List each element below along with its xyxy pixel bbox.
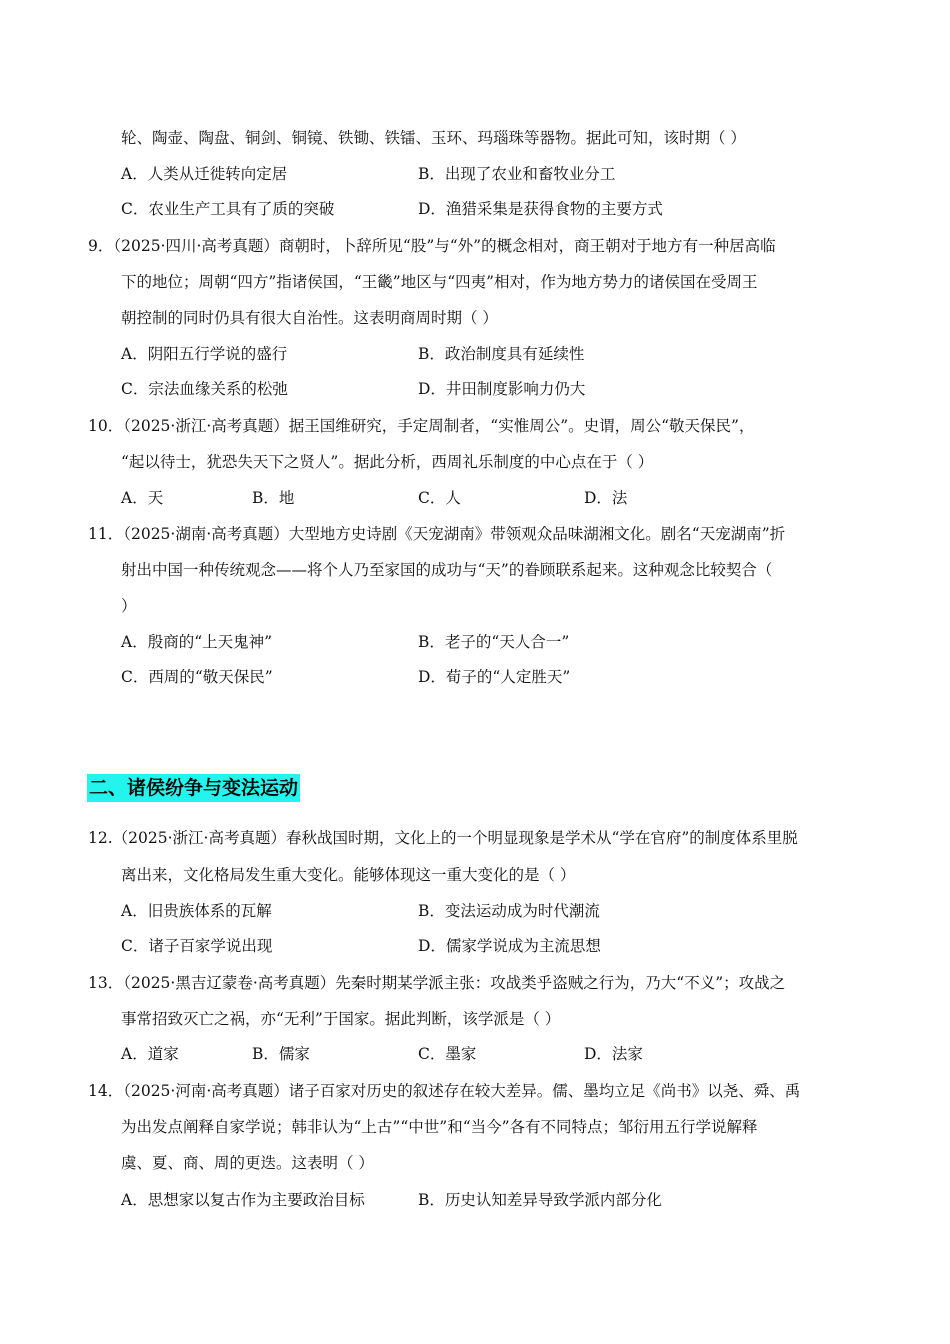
q8-option-c[interactable]: C．农业生产工具有了质的突破: [121, 200, 335, 218]
q9-option-c[interactable]: C．宗法血缘关系的松弛: [121, 380, 288, 398]
q10-option-b[interactable]: B．地: [252, 489, 295, 507]
q12-option-d[interactable]: D．儒家学说成为主流思想: [418, 937, 601, 955]
q10-option-c[interactable]: C．人: [418, 489, 461, 507]
q11-option-b[interactable]: B．老子的“天人合一”: [418, 633, 570, 651]
q8-option-b[interactable]: B．出现了农业和畜牧业分工: [418, 165, 616, 183]
q14-stem-line-1: 14．（2025·河南·高考真题）诸子百家对历史的叙述存在较大差异。儒、墨均立足《尚书》以尧、舜、禹: [88, 1082, 801, 1100]
q14-stem-line-2: 为出发点阐释自家学说；韩非认为“上古”“中世”和“当今”各有不同特点；邹衍用五行学说解释: [121, 1118, 758, 1136]
q8-stem-line: 轮、陶壶、陶盘、铜剑、铜镜、铁锄、铁镭、玉环、玛瑙珠等器物。据此可知，该时期（ ）: [121, 129, 746, 147]
q14-option-a[interactable]: A．思想家以复古作为主要政治目标: [121, 1191, 365, 1209]
q13-option-c[interactable]: C．墨家: [418, 1045, 477, 1063]
q12-option-b[interactable]: B．变法运动成为时代潮流: [418, 902, 600, 920]
q10-stem-line-1: 10．（2025·浙江·高考真题）据王国维研究，手定周制者，“实惟周公”。史谓，周公“敬天保民”，: [88, 417, 755, 435]
q13-option-b[interactable]: B．儒家: [252, 1045, 310, 1063]
q11-stem-line-1: 11．（2025·湖南·高考真题）大型地方史诗剧《天宠湖南》带领观众品味湖湘文化。剧名“天宠湖南”折: [88, 525, 786, 543]
q10-option-a[interactable]: A．天: [121, 489, 164, 507]
q9-option-d[interactable]: D．井田制度影响力仍大: [418, 380, 586, 398]
q9-stem-line-3: 朝控制的同时仍具有很大自治性。这表明商周时期（ ）: [121, 309, 498, 327]
q13-option-a[interactable]: A．道家: [121, 1045, 179, 1063]
q9-option-a[interactable]: A．阴阳五行学说的盛行: [121, 345, 288, 363]
q13-option-d[interactable]: D．法家: [584, 1045, 643, 1063]
section-heading: 二、诸侯纷争与变法运动: [87, 774, 300, 802]
q9-stem-line-1: 9．（2025·四川·高考真题）商朝时，卜辞所见“股”与“外”的概念相对，商王朝对于地方有一种居高临: [88, 237, 776, 255]
q12-option-c[interactable]: C．诸子百家学说出现: [121, 937, 273, 955]
q14-option-b[interactable]: B．历史认知差异导致学派内部分化: [418, 1191, 662, 1209]
q10-option-d[interactable]: D．法: [584, 489, 628, 507]
q13-stem-line-2: 事常招致灭亡之祸，亦“无利”于国家。据此判断，该学派是（ ）: [121, 1010, 561, 1028]
q9-stem-line-2: 下的地位；周朝“四方”指诸侯国，“王畿”地区与“四夷”相对，作为地方势力的诸侯国在受周王: [121, 273, 758, 291]
q8-option-a[interactable]: A．人类从迁徙转向定居: [121, 165, 288, 183]
q12-stem-line-1: 12.（2025·浙江·高考真题）春秋战国时期，文化上的一个明显现象是学术从“学在官府”的制度体系里脱: [88, 829, 798, 847]
q10-stem-line-2: “起以待士，犹恐失天下之贤人”。据此分析，西周礼乐制度的中心点在于（ ）: [121, 453, 654, 471]
q11-stem-line-3: ）: [121, 597, 137, 615]
q14-stem-line-3: 虞、夏、商、周的更迭。这表明（ ）: [121, 1154, 374, 1172]
q13-stem-line-1: 13．（2025·黑吉辽蒙卷·高考真题）先秦时期某学派主张：攻战类乎盗贼之行为，乃大“不义”；攻战之: [88, 974, 786, 992]
q11-stem-line-2: 射出中国一种传统观念——将个人乃至家国的成功与“天”的眷顾联系起来。这种观念比较契合（: [121, 561, 773, 579]
q8-option-d[interactable]: D．渔猎采集是获得食物的主要方式: [418, 200, 663, 218]
q11-option-a[interactable]: A．殷商的“上天鬼神”: [121, 633, 273, 651]
q12-stem-line-2: 离出来，文化格局发生重大变化。能够体现这一重大变化的是（ ）: [121, 866, 576, 884]
q9-option-b[interactable]: B．政治制度具有延续性: [418, 345, 585, 363]
q12-option-a[interactable]: A．旧贵族体系的瓦解: [121, 902, 272, 920]
q11-option-c[interactable]: C．西周的“敬天保民”: [121, 668, 273, 686]
q11-option-d[interactable]: D．荀子的“人定胜天”: [418, 668, 571, 686]
